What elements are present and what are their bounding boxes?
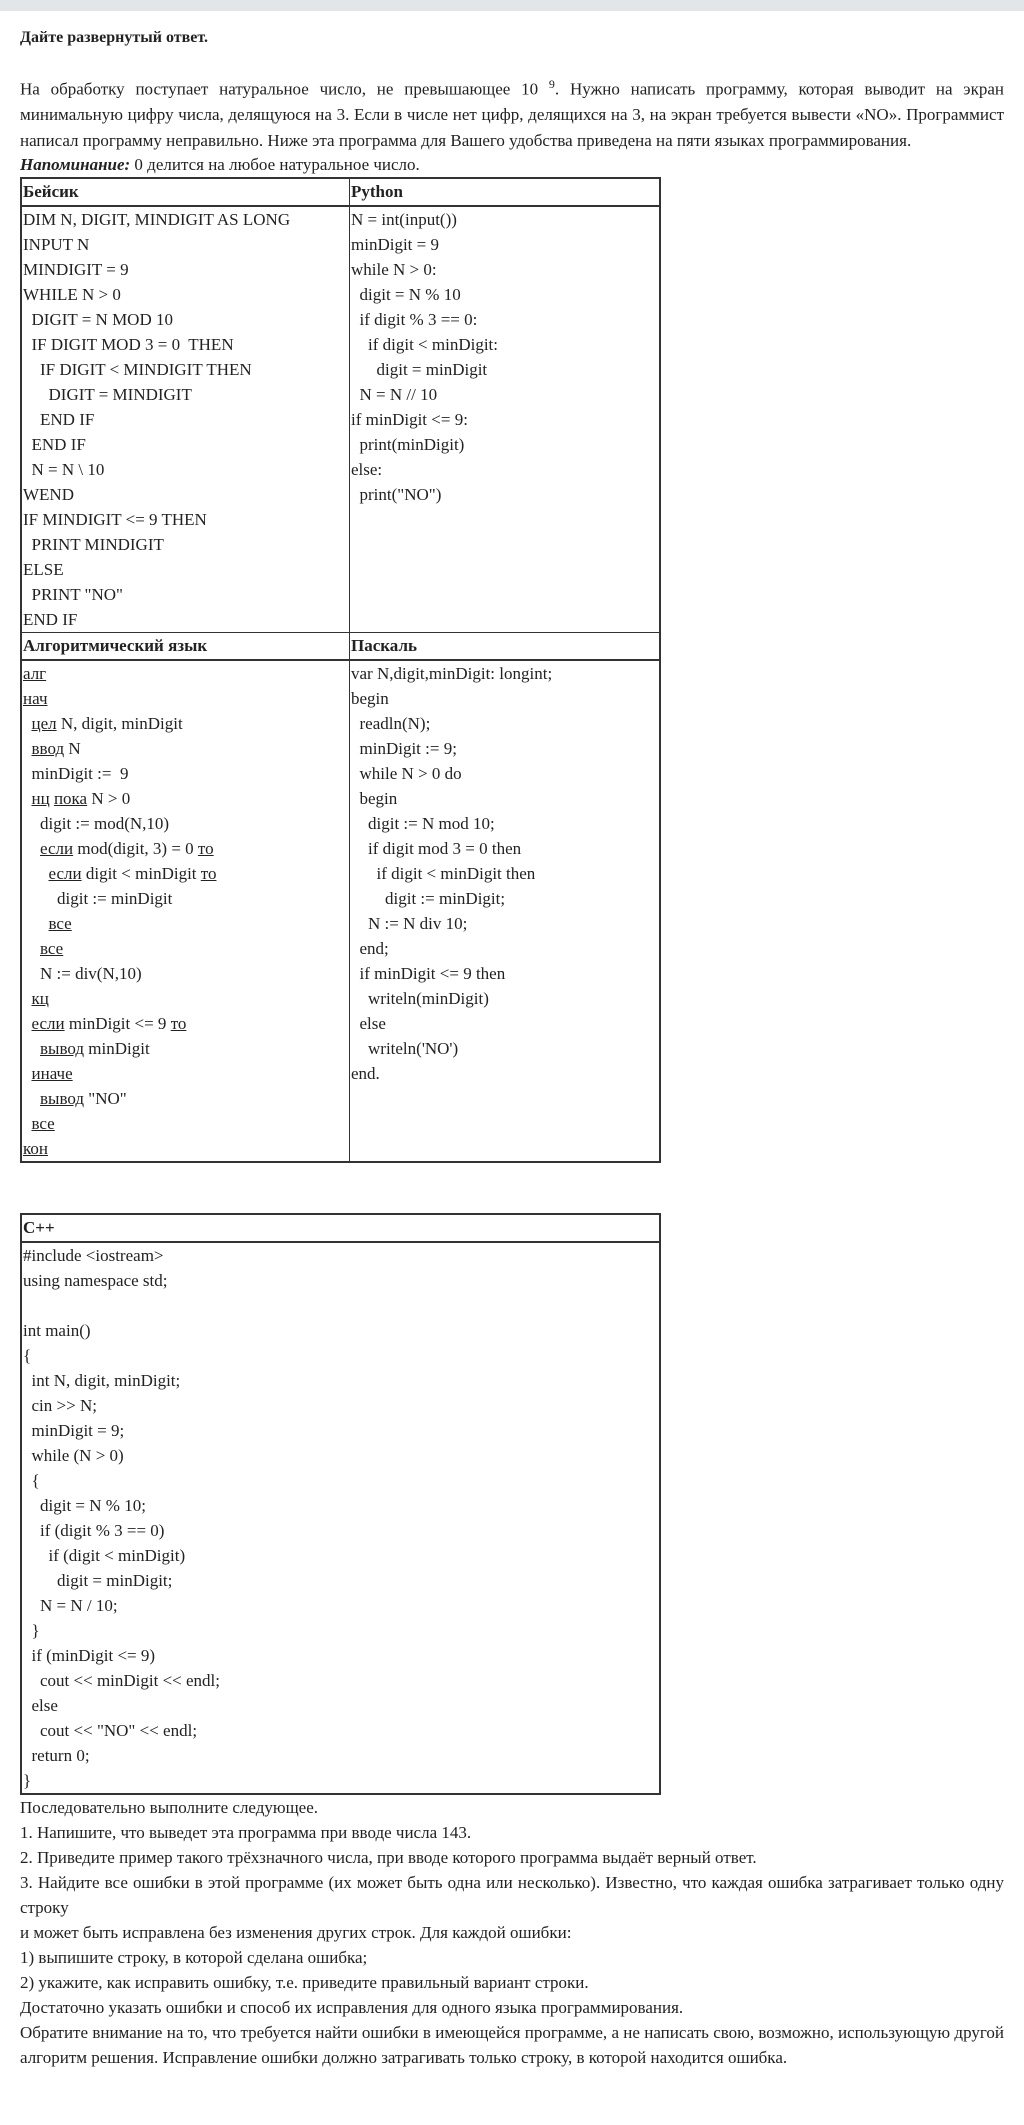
- code-line: PRINT "NO": [23, 585, 123, 605]
- code-line: INPUT N: [23, 235, 90, 255]
- keyword: ввод: [31, 739, 65, 759]
- code-text: [23, 864, 49, 883]
- instruction-line: 1) выпишите строку, в которой сделана ошибка;: [20, 1948, 368, 1968]
- code-line: digit := N mod 10;: [351, 814, 495, 834]
- code-line: N := N div 10;: [351, 914, 468, 934]
- code-line: else: [23, 1696, 58, 1716]
- code-line: digit = N % 10;: [23, 1496, 146, 1516]
- code-line: IF DIGIT MOD 3 = 0 THEN: [23, 335, 234, 355]
- code-cpp: [21, 1242, 660, 1794]
- code-line: {: [23, 1471, 40, 1491]
- code-line: MINDIGIT = 9: [23, 260, 129, 280]
- code-alg: [21, 660, 350, 1162]
- code-line: [22, 736, 349, 761]
- code-line: [22, 886, 349, 911]
- keyword: если: [31, 1014, 65, 1034]
- code-line: int N, digit, minDigit;: [23, 1371, 181, 1391]
- reminder-text: 0 делится на любое натуральное число.: [130, 155, 420, 175]
- code-table-1: [20, 177, 661, 1163]
- code-line: [22, 861, 349, 886]
- code-text: N > 0: [87, 789, 131, 809]
- code-text: [23, 1064, 32, 1083]
- code-line: cout << minDigit << endl;: [23, 1671, 221, 1691]
- code-line: minDigit = 9;: [23, 1421, 125, 1441]
- code-text: [23, 1039, 40, 1058]
- task-intro: [20, 72, 1004, 153]
- keyword: если: [40, 839, 74, 859]
- code-line: readln(N);: [351, 714, 431, 734]
- code-line: ELSE: [23, 560, 64, 580]
- code-text: minDigit := 9: [23, 764, 129, 784]
- keyword: нц: [31, 789, 50, 809]
- instruction-line: и может быть исправлена без изменения других строк. Для каждой ошибки:: [20, 1923, 572, 1943]
- code-text: [23, 739, 32, 758]
- code-text: digit < minDigit: [81, 864, 201, 884]
- code-line: int main(): [23, 1321, 91, 1341]
- header-alg: Алгоритмический язык: [21, 633, 350, 661]
- code-line: END IF: [23, 610, 78, 630]
- code-line: if digit < minDigit then: [351, 864, 536, 884]
- code-text: N, digit, minDigit: [56, 714, 183, 734]
- code-line: [22, 911, 349, 936]
- reminder-label: Напоминание:: [20, 155, 131, 175]
- keyword: то: [200, 864, 217, 884]
- code-line: writeln('NO'): [351, 1039, 459, 1059]
- code-text: [23, 714, 32, 733]
- header-cpp: C++: [21, 1214, 660, 1242]
- code-line: DIM N, DIGIT, MINDIGIT AS LONG: [23, 210, 291, 230]
- code-line: [22, 986, 349, 1011]
- code-line: [22, 711, 349, 736]
- code-line: using namespace std;: [23, 1271, 168, 1291]
- instruction-line: 2. Приведите пример такого трёхзначного числа, при вводе которого программа выдаёт верный ответ.: [20, 1848, 757, 1868]
- keyword: все: [40, 939, 64, 959]
- code-line: minDigit := 9;: [351, 739, 457, 759]
- code-line: DIGIT = N MOD 10: [23, 310, 173, 330]
- keyword: вывод: [40, 1039, 85, 1059]
- keyword: вывод: [40, 1089, 85, 1109]
- code-line: print(minDigit): [351, 435, 465, 455]
- reminder: [20, 153, 1004, 177]
- code-line: if (digit % 3 == 0): [23, 1521, 165, 1541]
- instruction-line: Достаточно указать ошибки и способ их исправления для одного языка программирования.: [20, 1998, 684, 2018]
- keyword: алг: [23, 664, 47, 684]
- code-line: }: [23, 1771, 32, 1791]
- code-line: else:: [351, 460, 383, 480]
- keyword: кц: [31, 989, 49, 1009]
- code-line: [22, 836, 349, 861]
- code-line: N = N \ 10: [23, 460, 105, 480]
- instruction-line: Последовательно выполните следующее.: [20, 1798, 319, 1818]
- keyword: все: [31, 1114, 55, 1134]
- code-line: [22, 1086, 349, 1111]
- code-text: minDigit <= 9: [64, 1014, 171, 1034]
- code-line: else: [351, 1014, 386, 1034]
- code-text: [23, 1089, 40, 1108]
- code-line: return 0;: [23, 1746, 90, 1766]
- code-line: if (digit < minDigit): [23, 1546, 186, 1566]
- code-line: PRINT MINDIGIT: [23, 535, 164, 555]
- keyword: пока: [53, 789, 88, 809]
- code-text: digit := mod(N,10): [23, 814, 170, 834]
- code-text: digit := minDigit: [23, 889, 173, 909]
- keyword: кон: [23, 1139, 48, 1159]
- code-line: [22, 936, 349, 961]
- code-line: begin: [351, 789, 398, 809]
- intro-text-cont: . Нужно написать программу, которая выводит на экран минимальную цифру числа, делящуюся на 3. Если в числе нет цифр, делящихся на 3, на экран требуется вывести «NO». Программист написал программу неправильно. Ниже эта программа для Вашего удобства приведена на пяти языках программирования.: [20, 79, 1004, 150]
- code-line: cin >> N;: [23, 1396, 97, 1416]
- code-line: #include <iostream>: [23, 1246, 164, 1266]
- task-title: Дайте развернутый ответ.: [20, 29, 208, 46]
- code-line: end.: [351, 1064, 380, 1084]
- code-line: IF DIGIT < MINDIGIT THEN: [23, 360, 252, 380]
- code-basic: [21, 206, 350, 633]
- code-line: END IF: [23, 410, 95, 430]
- code-line: IF MINDIGIT <= 9 THEN: [23, 510, 207, 530]
- code-line: N = N // 10: [351, 385, 438, 405]
- code-text: minDigit: [84, 1039, 150, 1059]
- code-line: DIGIT = MINDIGIT: [23, 385, 192, 405]
- code-line: if (minDigit <= 9): [23, 1646, 156, 1666]
- code-line: [22, 686, 349, 711]
- code-line: [22, 1136, 349, 1161]
- code-text: [23, 914, 49, 933]
- code-line: end;: [351, 939, 389, 959]
- code-line: [22, 786, 349, 811]
- code-line: digit := minDigit;: [351, 889, 506, 909]
- code-line: WEND: [23, 485, 74, 505]
- code-line: if digit mod 3 = 0 then: [351, 839, 522, 859]
- keyword: то: [197, 839, 214, 859]
- code-line: [22, 661, 349, 686]
- code-line: [22, 961, 349, 986]
- keyword: все: [48, 914, 72, 934]
- code-text: "NO": [84, 1089, 127, 1109]
- code-line: digit = N % 10: [351, 285, 461, 305]
- code-text: mod(digit, 3) = 0: [73, 839, 198, 859]
- header-pascal: Паскаль: [350, 633, 661, 661]
- code-line: begin: [351, 689, 389, 709]
- keyword: иначе: [31, 1064, 73, 1084]
- code-line: if digit < minDigit:: [351, 335, 499, 355]
- keyword: если: [48, 864, 82, 884]
- keyword: цел: [31, 714, 57, 734]
- code-line: while (N > 0): [23, 1446, 124, 1466]
- code-line: var N,digit,minDigit: longint;: [351, 664, 553, 684]
- code-line: [22, 1061, 349, 1086]
- code-table-cpp: [20, 1213, 661, 1795]
- keyword: нач: [23, 689, 48, 709]
- code-line: {: [23, 1346, 32, 1366]
- code-line: [22, 811, 349, 836]
- code-text: [23, 789, 32, 808]
- code-line: }: [23, 1621, 40, 1641]
- code-line: if digit % 3 == 0:: [351, 310, 478, 330]
- code-line: N = int(input()): [351, 210, 457, 230]
- code-line: print("NO"): [351, 485, 442, 505]
- code-line: while N > 0 do: [351, 764, 462, 784]
- top-bar: [0, 0, 1024, 11]
- code-text: [23, 839, 40, 858]
- code-line: cout << "NO" << endl;: [23, 1721, 198, 1741]
- code-line: [22, 761, 349, 786]
- exponent: 9: [548, 77, 555, 91]
- code-line: if minDigit <= 9:: [351, 410, 468, 430]
- instruction-line: 3. Найдите все ошибки в этой программе (их может быть одна или несколько). Известно, что каждая ошибка затрагивает только одну строку: [20, 1873, 1004, 1918]
- code-line: while N > 0:: [351, 260, 437, 280]
- code-pascal: [350, 660, 661, 1162]
- instruction-line: Обратите внимание на то, что требуется найти ошибки в имеющейся программе, а не написать свою, возможно, использующую другой алгоритм решения. Исправление ошибки должно затрагивать только строку, в которой находится ошибка.: [20, 2023, 1004, 2068]
- code-text: N := div(N,10): [23, 964, 142, 984]
- code-line: [22, 1011, 349, 1036]
- code-text: [23, 1014, 32, 1033]
- code-line: N = N / 10;: [23, 1596, 118, 1616]
- code-text: [23, 939, 40, 958]
- header-python: Python: [350, 178, 661, 206]
- code-line: END IF: [23, 435, 86, 455]
- code-line: if minDigit <= 9 then: [351, 964, 506, 984]
- keyword: то: [170, 1014, 187, 1034]
- task-instructions: [20, 1795, 1004, 2070]
- intro-text: На обработку поступает натуральное число, не превышающее 10: [20, 79, 539, 99]
- code-line: writeln(minDigit): [351, 989, 489, 1009]
- code-line: digit = minDigit: [351, 360, 488, 380]
- code-text: [23, 989, 32, 1008]
- header-basic: Бейсик: [21, 178, 350, 206]
- instruction-line: 1. Напишите, что выведет эта программа при вводе числа 143.: [20, 1823, 472, 1843]
- code-line: [22, 1293, 659, 1318]
- code-line: [22, 1036, 349, 1061]
- code-line: WHILE N > 0: [23, 285, 121, 305]
- instruction-line: 2) укажите, как исправить ошибку, т.е. приведите правильный вариант строки.: [20, 1973, 589, 1993]
- code-text: [23, 1114, 32, 1133]
- code-python: [350, 206, 661, 633]
- code-line: minDigit = 9: [351, 235, 439, 255]
- code-line: digit = minDigit;: [23, 1571, 173, 1591]
- code-text: N: [64, 739, 81, 759]
- code-line: [22, 1111, 349, 1136]
